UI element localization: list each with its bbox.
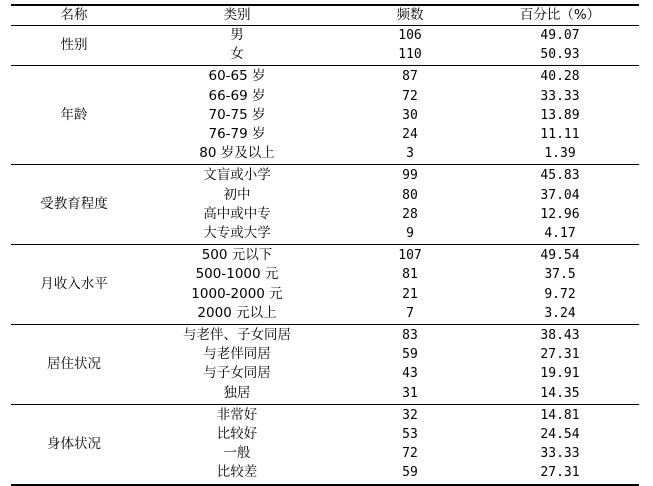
header-percent: 百分比（%） xyxy=(519,7,601,23)
row-category: 比较好 xyxy=(216,426,258,442)
row-count: 99 xyxy=(402,168,418,184)
row-count: 30 xyxy=(402,107,418,123)
row-percent: 14.81 xyxy=(540,407,580,423)
row-count: 3 xyxy=(406,146,414,162)
row-category: 2000 元以上 xyxy=(197,304,277,321)
group-rule xyxy=(11,324,639,325)
row-percent: 13.89 xyxy=(540,107,580,123)
group-rule xyxy=(11,244,639,245)
row-count: 21 xyxy=(402,286,418,302)
row-percent: 49.54 xyxy=(540,248,580,264)
row-category: 初中 xyxy=(223,186,251,203)
row-count: 80 xyxy=(402,187,418,203)
group-name: 受教育程度 xyxy=(40,196,108,213)
row-percent: 45.83 xyxy=(540,168,580,184)
row-percent: 33.33 xyxy=(540,446,580,462)
group-name: 年龄 xyxy=(60,106,88,123)
row-percent: 9.72 xyxy=(544,286,576,302)
row-count: 59 xyxy=(402,347,418,363)
row-category: 大专或大学 xyxy=(203,225,271,241)
group-rule xyxy=(11,65,639,66)
row-count: 28 xyxy=(402,206,418,222)
row-category: 独居 xyxy=(223,384,251,401)
row-percent: 19.91 xyxy=(540,366,580,382)
row-count: 72 xyxy=(402,88,418,104)
row-count: 107 xyxy=(398,248,422,264)
row-percent: 37.5 xyxy=(544,267,576,283)
row-category: 比较差 xyxy=(216,464,258,481)
group-name: 性别 xyxy=(60,36,88,53)
row-category: 女 xyxy=(230,46,244,63)
row-category: 76-79 岁 xyxy=(208,126,266,142)
row-percent: 1.39 xyxy=(544,146,576,162)
row-category: 文盲或小学 xyxy=(203,167,271,184)
header-name: 名称 xyxy=(60,7,88,23)
group-rule xyxy=(11,404,639,405)
row-count: 31 xyxy=(402,385,418,401)
row-category: 高中或中专 xyxy=(203,205,271,222)
row-count: 81 xyxy=(402,267,418,283)
row-count: 106 xyxy=(398,28,422,43)
header-count: 频数 xyxy=(396,7,424,23)
row-count: 53 xyxy=(402,427,418,442)
row-category: 60-65 岁 xyxy=(208,68,266,85)
row-category: 与老伴同居 xyxy=(203,346,271,363)
row-percent: 33.33 xyxy=(540,88,580,104)
row-percent: 3.24 xyxy=(544,305,576,321)
row-percent: 37.04 xyxy=(540,187,580,203)
row-percent: 14.35 xyxy=(540,385,580,401)
row-count: 9 xyxy=(406,226,414,241)
row-count: 24 xyxy=(402,127,418,142)
row-count: 83 xyxy=(402,328,418,343)
row-count: 32 xyxy=(402,407,418,423)
row-category: 非常好 xyxy=(216,406,258,423)
row-category: 1000-2000 元 xyxy=(191,285,283,302)
header-category: 类别 xyxy=(223,7,251,23)
row-count: 110 xyxy=(398,47,422,63)
row-percent: 27.31 xyxy=(540,347,580,363)
row-percent: 38.43 xyxy=(540,328,580,343)
row-percent: 11.11 xyxy=(540,127,580,142)
row-category: 与老伴、子女同居 xyxy=(183,327,291,343)
row-category: 500 元以下 xyxy=(201,247,273,264)
row-category: 66-69 岁 xyxy=(208,87,266,104)
group-name: 身体状况 xyxy=(47,435,101,452)
row-count: 7 xyxy=(406,305,414,321)
row-percent: 4.17 xyxy=(544,226,576,241)
row-category: 80 岁及以上 xyxy=(199,145,275,162)
row-percent: 12.96 xyxy=(540,206,580,222)
row-category: 与子女同居 xyxy=(203,365,271,382)
row-percent: 50.93 xyxy=(540,47,580,63)
row-percent: 27.31 xyxy=(540,465,580,481)
table-bottom-rule xyxy=(11,484,639,486)
group-rule xyxy=(11,164,639,165)
row-count: 59 xyxy=(402,465,418,481)
row-count: 72 xyxy=(402,446,418,462)
row-percent: 24.54 xyxy=(540,427,580,442)
row-category: 500-1000 元 xyxy=(195,266,279,283)
row-category: 一般 xyxy=(223,445,251,462)
row-count: 87 xyxy=(402,69,418,85)
row-percent: 49.07 xyxy=(540,28,580,43)
row-category: 70-75 岁 xyxy=(208,106,266,123)
group-name: 月收入水平 xyxy=(40,276,108,293)
row-count: 43 xyxy=(402,366,418,382)
group-name: 居住状况 xyxy=(47,355,101,372)
row-percent: 40.28 xyxy=(540,69,580,85)
row-category: 男 xyxy=(230,27,244,43)
